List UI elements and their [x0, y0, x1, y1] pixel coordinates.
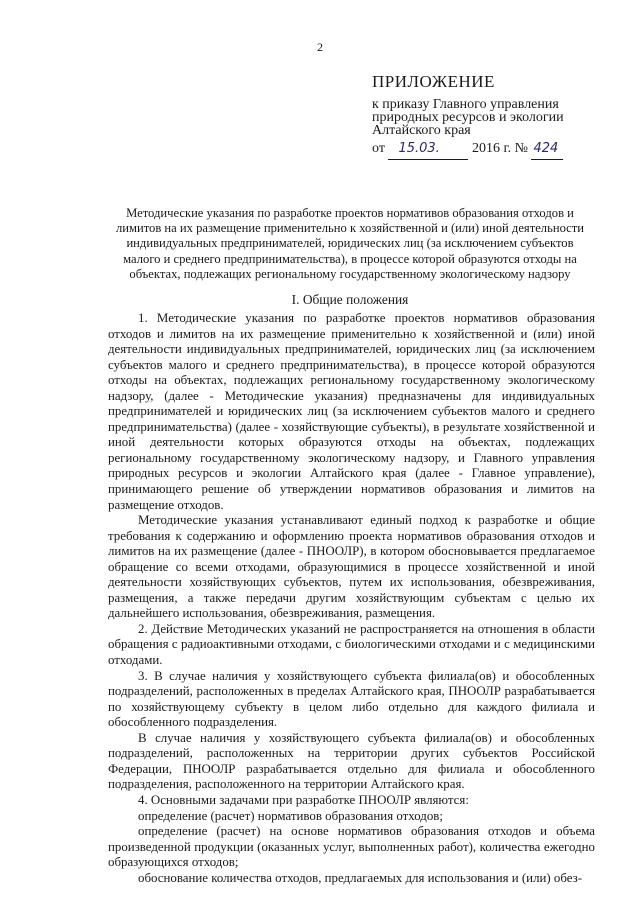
paragraph: В случае наличия у хозяйствующего субъекта филиала(ов) и обособленных подразделений, расположенных на территории других субъектов Российской Федерации, ПНООЛР разрабатывается отдельно для филиала и обособленного подразделения, расположенного на территории Алтайского края. — [108, 730, 595, 792]
paragraph: определение (расчет) нормативов образования отходов; — [138, 808, 443, 823]
appendix-block — [372, 72, 622, 160]
document-title: Методические указания по разработке проектов нормативов образования отходов и лимитов на их размещение применительно к хозяйственной и (или) иной деятельности индивидуальных предпринимателей, юридических лиц (за исключением субъектов малого и среднего предпринимательства), в процессе которой образуются отходы на объектах, подлежащих региональному государственному экологическому надзору — [115, 206, 585, 281]
date-prefix: от — [372, 141, 385, 156]
paragraph: определение (расчет) на основе нормативов образования отходов и объема произведенной продукции (оказанных услуг, выполненных работ), количества ежегодно образующихся отходов; — [108, 824, 595, 870]
appendix-title: ПРИЛОЖЕНИЕ — [372, 72, 495, 91]
paragraph: 1. Методические указания по разработке проектов нормативов образования отходов и лимитов на их размещение применительно к хозяйственной и (или) иной деятельности индивидуальных предпринимателей, юридических лиц (за исключением субъектов малого и среднего предпринимательства), в процессе которой образуются отходы на объектах, подлежащих региональному государственному экологическому надзору, (далее - Методические указания) предназначены для индивидуальных предпринимателей и юридических лиц (за исключением субъектов малого и среднего предпринимательства) (далее - хозяйствующие субъекты), в результате хозяйственной и иной деятельности которых образуются отходы на объектах, подлежащих региональному государственному экологическому надзору, и Главного управления природных ресурсов и экологии Алтайского края (далее - Главное управление), принимающего решение об утверждении нормативов образования и лимитов на размещение отходов. — [108, 311, 595, 512]
paragraph: 2. Действие Методических указаний не распространяется на отношения в области обращения с радиоактивными отходами, с биологическими отходами и с медицинскими отходами. — [108, 621, 595, 668]
handwritten-date: 15.03. — [388, 139, 468, 160]
paragraph: 3. В случае наличия у хозяйствующего субъекта филиала(ов) и обособленных подразделений, расположенных в пределах Алтайского края, ПНООЛР разрабатывается по хозяйствующему субъекту в целом либо отдельно для каждого филиала и обособленного подразделения. — [108, 668, 595, 730]
paragraph: 4. Основными задачами при разработке ПНООЛР являются: — [138, 792, 469, 807]
paragraph: обоснование количества отходов, предлагаемых для использования и (или) обез- — [138, 870, 583, 885]
handwritten-order-number: 424 — [531, 139, 563, 160]
appendix-line: к приказу Главного управления — [372, 97, 559, 112]
appendix-line: Алтайского края — [372, 123, 471, 138]
section-heading: I. Общие положения — [291, 292, 409, 307]
appendix-line: природных ресурсов и экологии — [372, 110, 564, 125]
year-text: 2016 г. № — [471, 141, 528, 156]
appendix-date-line — [372, 139, 622, 160]
paragraph: Методические указания устанавливают единый подход к разработке и общие требования к содержанию и оформлению проекта нормативов образования отходов и лимитов на их размещение (далее - ПНООЛР), в котором обосновывается предлагаемое обращение со всеми отходами, образующимися в процессе хозяйственной и иной деятельности хозяйствующих субъектов, путем их использования, обезвреживания, размещения, а также передачи другим хозяйствующим субъектам с целью их дальнейшего использования, обезвреживания, размещения. — [108, 513, 595, 621]
body-text — [108, 311, 595, 886]
page-number: 2 — [317, 40, 323, 54]
